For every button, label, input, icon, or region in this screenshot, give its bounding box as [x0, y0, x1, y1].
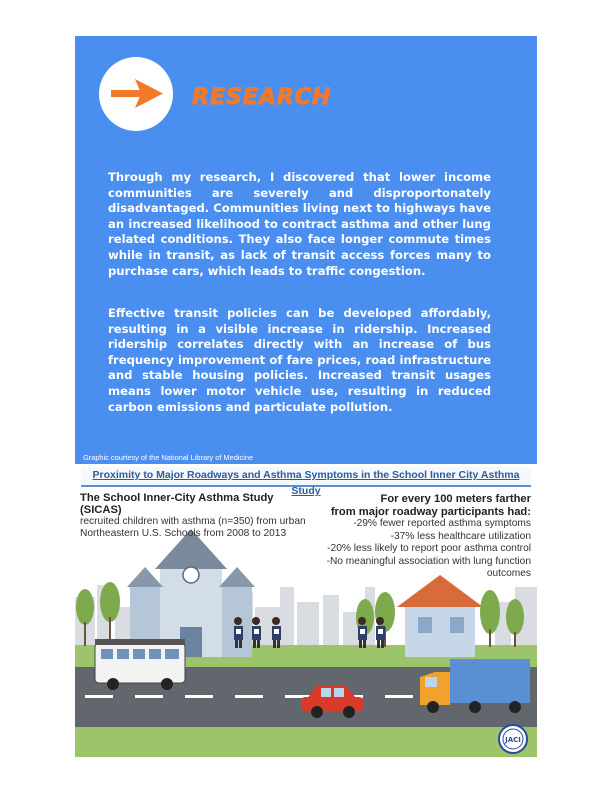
finding-item: -29% fewer reported asthma symptoms: [353, 518, 531, 529]
research-paragraph-2: Effective transit policies can be developed affordably, resulting in a visible increase in ridership. Increased ridership correlates directly with an increase of bus frequency improvement of fare prices, road infrastructure and stable housing policies. Increased transit usages means lower motor vehicle use, resulting in reduced carbon emissions and particulate pollution.: [108, 306, 491, 414]
logo-circle: [99, 57, 173, 131]
study-title: The School Inner-City Asthma Study (SICAS): [80, 492, 274, 516]
finding-item: -No meaningful association with lung function outcomes: [326, 555, 531, 579]
research-paragraph-1: Through my research, I discovered that lower income communities are severely and disproportonately disadvantaged. Communities living next to highways have an increased likelihood to contract asthma and other lung related conditions. They also face longer commute times while in transit, as lack of transit access forces many to purchase cars, which leads to traffic congestion.: [108, 170, 491, 278]
school-bus: [95, 639, 185, 690]
finding-item: -20% less likely to report poor asthma control: [327, 543, 531, 554]
asthma-infographic: [75, 467, 537, 757]
study-line: recruited children with asthma (n=350) from urban: [80, 516, 306, 527]
findings-heading: For every 100 meters farther: [380, 493, 531, 505]
arrow-right-icon: [111, 79, 163, 109]
study-line: Northeastern U.S. Schools from 2008 to 2013: [80, 528, 287, 539]
graphic-credit: Graphic courtesy of the National Library of Medicine: [83, 453, 254, 462]
findings-heading: from major roadway participants had:: [330, 505, 531, 518]
jaci-badge-label: JACI: [505, 736, 521, 744]
study-description: [80, 492, 310, 540]
section-heading: RESEARCH: [192, 85, 332, 110]
research-panel: [75, 36, 537, 464]
finding-item: -37% less healthcare utilization: [390, 530, 531, 542]
study-findings: [300, 493, 531, 581]
infographic-title: Proximity to Major Roadways and Asthma Symptoms in the School Inner City Asthma Study: [81, 467, 531, 487]
